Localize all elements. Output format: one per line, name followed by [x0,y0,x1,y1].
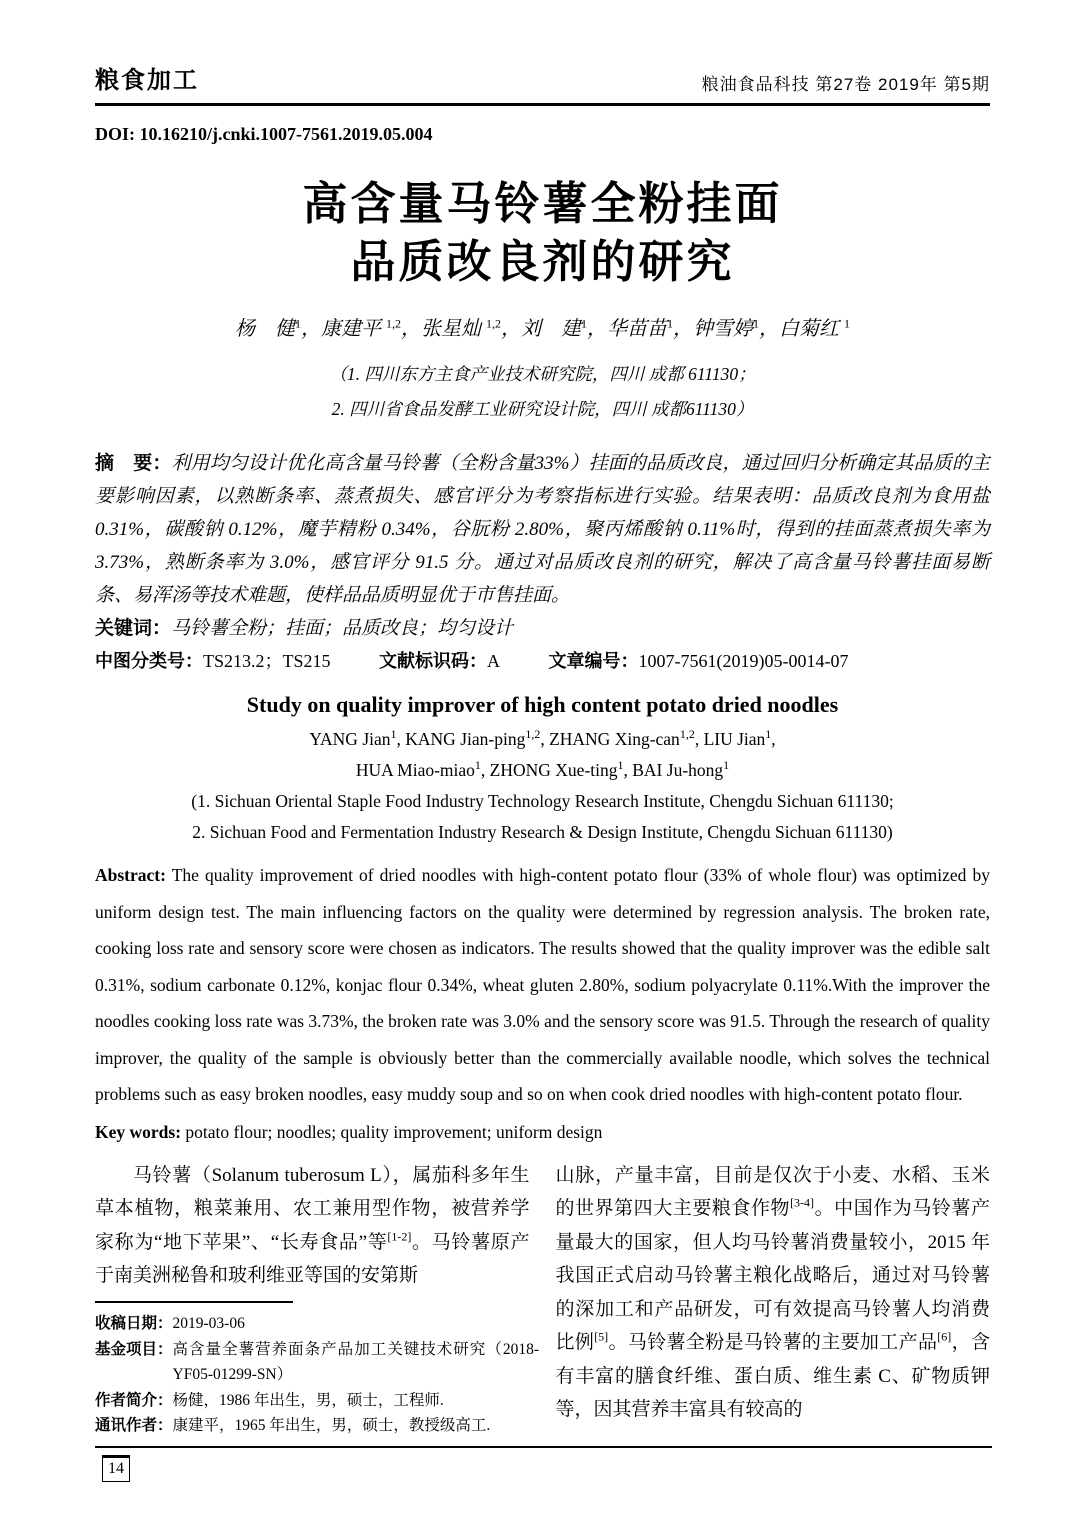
classification-line [95,645,990,678]
page-number: 14 [102,1455,130,1482]
document-code: 文献标识码：A [379,651,501,671]
keywords-cn-text: 马铃薯全粉；挂面；品质改良；均匀设计 [171,618,514,639]
abstract-cn [95,447,990,612]
article-title-en: Study on quality improver of high content potato dried noodles [246,692,839,717]
footnote-author-bio: 作者简介： 杨健，1986 年出生，男，硕士，工程师. [95,1391,444,1409]
article-title-cn [95,175,990,291]
keywords-cn-label: 关键词： [95,618,172,639]
clc-number: 中图分类号：TS213.2；TS215 [95,651,331,671]
keywords-en-label: Key words: [95,1121,182,1142]
abstract-cn-label: 摘 要： [95,453,172,474]
footnote-funding: 基金项目： 高含量全薯营养面条产品加工关键技术研究（2018-YF05-01299-SN） [95,1340,539,1383]
affiliation-cn-2: 2. 四川省食品发酵工业研究设计院，四川 成都611130） [331,399,754,419]
abstract-cn-text: 利用均匀设计优化高含量马铃薯（全粉含量33%）挂面的品质改良，通过回归分析确定其品质的主要影响因素，以熟断条率、蒸煮损失、感官评分为考察指标进行实验。结果表明：品质改良剂为食用盐 0.31%，碳酸钠 0.12%，魔芋精粉 0.34%，谷朊粉 2.80%，聚丙烯酸钠 0.11%时，得到的挂面蒸煮损失率为 3.73%，熟断条率为 3.0%，感官评分 91.5 分。通过对品质改良剂的研究，解决了高含量马铃薯挂面易断条、易浑汤等技术难题，使样品品质明显优于市售挂面。 [95,453,990,606]
authors-en-line1: YANG Jian$^1$, KANG Jian-ping$^{1,2}$, ZHANG Xing-can$^{1,2}$, LIU Jian$^1$, [309,727,776,749]
abstract-en [95,857,990,1113]
header-rule [95,103,990,106]
footnote-received-date: 收稿日期： 2019-03-06 [95,1315,245,1332]
body-paragraph-left: 马铃薯（Solanum tuberosum L），属茄科多年生草本植物，粮菜兼用、农工兼用型作物，被营养学家称为“地下苹果”、“长寿食品”等[1-2]。马铃薯原产于南美洲秘鲁和玻利维亚等国的安第斯 [95,1164,530,1286]
keywords-cn [95,612,990,645]
article-title-cn-line1: 高含量马铃薯全粉挂面 [302,179,783,229]
body-paragraph-right: 山脉，产量丰富，目前是仅次于小麦、水稻、玉米的世界第四大主要粮食作物[3-4]。中国作为马铃薯产量最大的国家，但人均马铃薯消费量较小，2015 年我国正式启动马铃薯主粮化战略后，通过对马铃薯的深加工和产品研发，可有效提高马铃薯人均消费比例[5]。马铃薯全粉是马铃薯的主要加工产品[6]，含有丰富的膳食纤维、蛋白质、维生素 C、矿物质钾等，因其营养丰富具有较高的 [555,1164,990,1420]
authors-en-line2: HUA Miao-miao$^1$, ZHONG Xue-ting$^1$, BAI Ju-hong$^1$ [355,758,730,780]
keywords-en [95,1116,990,1149]
doi-line: DOI: 10.16210/j.cnki.1007-7561.2019.05.004 [95,124,433,144]
abstract-en-label: Abstract: [95,865,166,885]
affiliation-en-2: 2. Sichuan Food and Fermentation Industry Research & Design Institute, Chengdu Sichuan 611130) [192,822,893,842]
keywords-en-text: potato flour; noodles; quality improvement; uniform design [185,1121,603,1142]
body-column-right [556,1159,991,1427]
column-section-title: 粮食加工 [95,67,199,94]
article-title-cn-line2: 品质改良剂的研究 [350,237,735,287]
footnote-block [95,1301,539,1439]
abstract-en-text: The quality improvement of dried noodles with high-content potato flour (33% of whole flour) was optimized by uniform design test. The main influencing factors on the quality were determined by regression analysis. The broken rate, cooking loss rate and sensory score were chosen as indicators. The results showed that the quality improver was the edible salt 0.31%, sodium carbonate 0.12%, konjac flour 0.34%, wheat gluten 2.80%, sodium polyacrylate 0.11%.With the improver the noodles cooking loss rate was 3.73%, the broken rate was 3.0% and the sensory score was 91.5. Through the research of quality improver, the quality of the sample is obviously better than the commercially available noodle, which solves the technical problems such as easy broken noodles, easy muddy soup and so on when cook dried noodles with high-content potato flour. [95,865,991,1104]
footnote-corresponding-author: 通讯作者： 康建平，1965 年出生，男，硕士，教授级高工. [95,1417,491,1434]
footnote-divider [95,1301,293,1303]
article-id: 文章编号：1007-7561(2019)05-0014-07 [548,651,849,671]
bottom-rule [95,1446,992,1448]
authors-cn: 杨 健$^1$，康建平 $^{1,2}$，张星灿 $^{1,2}$，刘 建$^1$，华苗苗$^1$，钟雪婷$^1$，白菊红 $^1$ [235,316,850,340]
affiliation-en-1: (1. Sichuan Oriental Staple Food Industry Technology Research Institute, Chengdu Sichuan 611130; [191,791,894,811]
affiliation-cn-1: （1. 四川东方主食产业技术研究院，四川 成都 611130； [329,364,756,384]
journal-issue-info: 粮油食品科技 第27卷 2019年 第5期 [701,75,990,94]
page-header [95,60,990,95]
